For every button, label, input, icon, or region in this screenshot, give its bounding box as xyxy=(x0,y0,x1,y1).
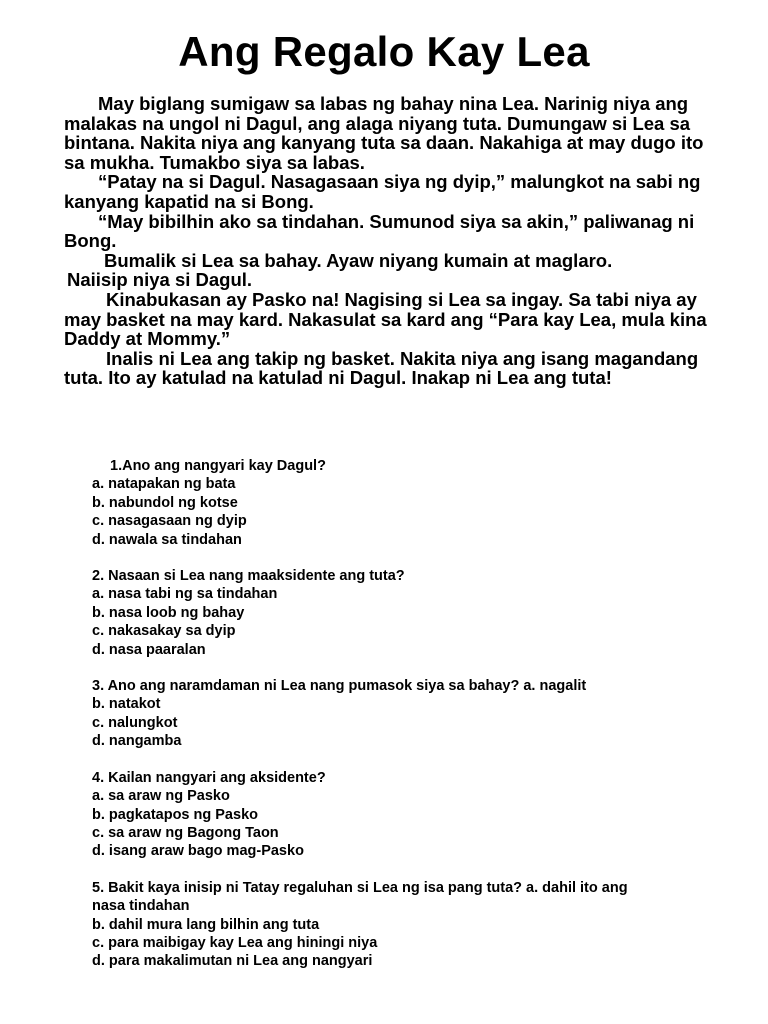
choice-item: d. para makalimutan ni Lea ang nangyari xyxy=(92,953,373,970)
question-item xyxy=(92,769,632,861)
question-text: 2. Nasaan si Lea nang maaksidente ang tuta? xyxy=(92,568,405,585)
question-text: 3. Ano ang naramdaman ni Lea nang pumasok siya sa bahay? a. nagalit xyxy=(92,678,587,695)
story-paragraph: Inalis ni Lea ang takip ng basket. Nakita niya ang isang magandang tuta. Ito ay katulad na katulad ni Dagul. Inakap ni Lea ang tuta! xyxy=(64,347,699,389)
story-paragraph: Bumalik si Lea sa bahay. Ayaw niyang kumain at maglaro. xyxy=(104,249,613,271)
question-text: 5. Bakit kaya inisip ni Tatay regaluhan si Lea ng isa pang tuta? a. dahil ito ang nasa tindahan xyxy=(92,879,628,915)
choice-item: b. dahil mura lang bilhin ang tuta xyxy=(92,916,320,933)
choice-item: c. nakasakay sa dyip xyxy=(92,623,236,640)
choice-item: c. para maibigay kay Lea ang hiningi niya xyxy=(92,934,378,951)
question-item xyxy=(92,567,632,659)
choice-item: b. nasa loob ng bahay xyxy=(92,604,245,621)
choice-item: b. nabundol ng kotse xyxy=(92,494,238,511)
question-text: 1.Ano ang nangyari kay Dagul? xyxy=(110,458,326,474)
choice-list xyxy=(92,916,632,971)
choice-item: a. nasa tabi ng sa tindahan xyxy=(92,586,278,603)
story-paragraph: Naiisip niya si Dagul. xyxy=(67,269,253,291)
story-paragraph: Kinabukasan ay Pasko na! Nagising si Lea sa ingay. Sa tabi niya ay may basket na may kard. Nakasulat sa kard ang “Para kay Lea, mula kina Daddy at Mommy.” xyxy=(64,288,707,350)
choice-list xyxy=(92,585,632,659)
choice-item: d. nasa paaralan xyxy=(92,641,206,658)
choice-item: c. sa araw ng Bagong Taon xyxy=(92,824,279,841)
choice-list xyxy=(92,695,632,750)
choice-list xyxy=(92,787,632,861)
choice-item: a. sa araw ng Pasko xyxy=(92,788,230,805)
choice-item: b. natakot xyxy=(92,696,161,713)
question-item xyxy=(92,457,632,549)
story-paragraph: May biglang sumigaw sa labas ng bahay nina Lea. Narinig niya ang malakas na ungol ni Dagul, ang alaga niyang tuta. Dumungaw si Lea sa bintana. Nakita niya ang kanyang tuta sa daan. Nakahiga at may dugo ito sa mukha. Tumakbo siya sa labas. xyxy=(64,93,704,173)
choice-item: c. nalungkot xyxy=(92,714,178,731)
choice-item: d. isang araw bago mag-Pasko xyxy=(92,843,304,860)
page-title: Ang Regalo Kay Lea xyxy=(178,28,590,75)
choice-list xyxy=(92,475,632,549)
question-list xyxy=(92,457,632,989)
question-item xyxy=(92,677,632,751)
question-item xyxy=(92,879,632,971)
choice-item: d. nangamba xyxy=(92,733,182,750)
story-paragraph: “Patay na si Dagul. Nasagasaan siya ng dyip,” malungkot na sabi ng kanyang kapatid na si Bong. xyxy=(64,171,701,212)
story-paragraph: “May bibilhin ako sa tindahan. Sumunod siya sa akin,” paliwanag ni Bong. xyxy=(64,210,695,252)
choice-item: c. nasagasaan ng dyip xyxy=(92,513,247,530)
choice-item: b. pagkatapos ng Pasko xyxy=(92,806,258,823)
choice-item: d. nawala sa tindahan xyxy=(92,531,242,548)
question-text: 4. Kailan nangyari ang aksidente? xyxy=(92,769,326,786)
choice-item: a. natapakan ng bata xyxy=(92,476,236,493)
story-body xyxy=(64,94,714,388)
